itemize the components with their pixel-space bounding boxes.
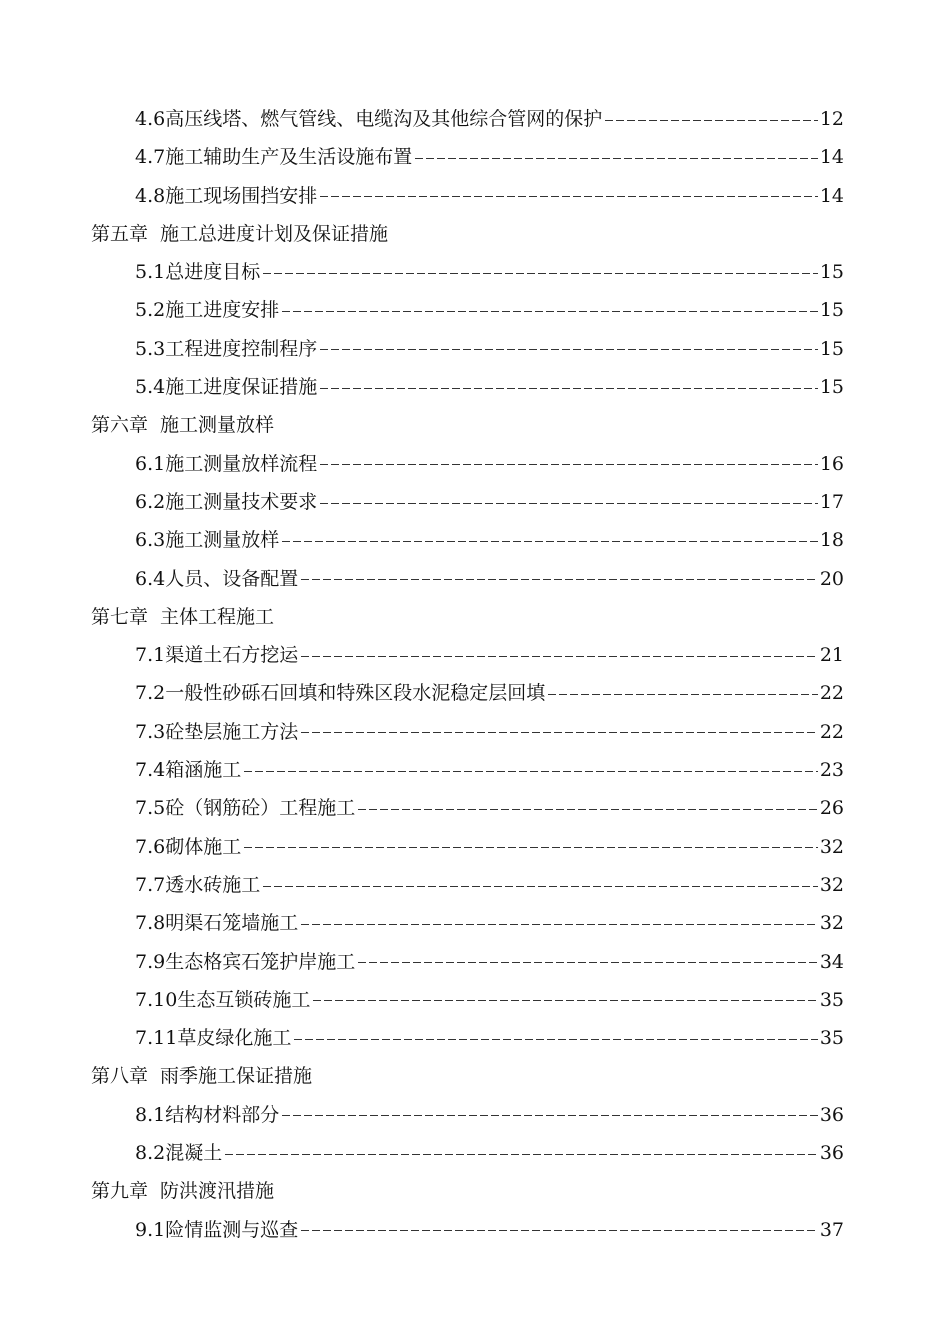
toc-entry-line[interactable] bbox=[135, 1134, 844, 1172]
section-title: 施工现场围挡安排 bbox=[165, 184, 318, 207]
toc-entry-label bbox=[135, 177, 317, 215]
toc-entry-line[interactable] bbox=[135, 138, 844, 176]
toc-entry bbox=[0, 100, 950, 138]
page-number: 32 bbox=[819, 873, 844, 896]
section-number: 9.1 bbox=[135, 1218, 166, 1241]
toc-entry-line[interactable] bbox=[135, 560, 844, 598]
toc-entry bbox=[0, 674, 950, 712]
chapter-number: 第七章 bbox=[91, 605, 149, 628]
toc-entry bbox=[0, 1211, 950, 1249]
section-title: 砌体施工 bbox=[165, 835, 242, 858]
page-number: 15 bbox=[819, 337, 844, 360]
toc-entry-line[interactable] bbox=[135, 751, 844, 789]
toc-entry-label bbox=[135, 981, 310, 1019]
toc-entry-line[interactable] bbox=[135, 981, 844, 1019]
section-title: 草皮绿化施工 bbox=[177, 1027, 292, 1050]
toc-entry-label bbox=[135, 943, 355, 981]
section-number: 4.6 bbox=[135, 108, 166, 130]
toc-chapter-heading bbox=[0, 598, 950, 636]
toc-entry-line[interactable] bbox=[135, 330, 844, 368]
section-title: 施工进度保证措施 bbox=[165, 376, 318, 399]
section-number: 8.2 bbox=[135, 1142, 166, 1165]
toc-entry-label bbox=[135, 483, 317, 521]
toc-entry-label bbox=[135, 521, 279, 559]
section-number: 8.1 bbox=[135, 1103, 166, 1126]
section-number: 7.2 bbox=[135, 682, 166, 705]
chapter-title: 主体工程施工 bbox=[160, 605, 275, 628]
page-number: 15 bbox=[819, 299, 844, 322]
section-number: 5.2 bbox=[135, 299, 166, 322]
toc-entry bbox=[0, 904, 950, 942]
section-title: 箱涵施工 bbox=[165, 759, 242, 782]
dot-leader bbox=[244, 847, 818, 848]
toc-entry bbox=[0, 368, 950, 406]
page-number: 32 bbox=[819, 835, 844, 858]
section-number: 6.2 bbox=[135, 490, 166, 513]
page-number: 34 bbox=[819, 950, 844, 973]
toc-entry bbox=[0, 253, 950, 291]
section-number: 6.4 bbox=[135, 567, 166, 590]
chapter-number: 第八章 bbox=[91, 1065, 149, 1088]
toc-entry-label bbox=[135, 330, 317, 368]
section-number: 7.3 bbox=[135, 720, 166, 743]
toc-entry bbox=[0, 330, 950, 368]
section-title: 施工测量技术要求 bbox=[165, 490, 318, 513]
section-number: 7.11 bbox=[135, 1027, 178, 1050]
section-number: 5.3 bbox=[135, 337, 166, 360]
toc-entry-line[interactable] bbox=[135, 521, 844, 559]
section-number: 4.8 bbox=[135, 184, 166, 207]
section-title: 施工测量放样流程 bbox=[165, 452, 318, 475]
section-title: 一般性砂砾石回填和特殊区段水泥稳定层回填 bbox=[165, 682, 546, 705]
toc-entry-label bbox=[135, 1096, 279, 1134]
section-number: 5.1 bbox=[135, 261, 166, 284]
section-number: 7.8 bbox=[135, 912, 166, 935]
dot-leader bbox=[225, 1154, 818, 1155]
chapter-number: 第六章 bbox=[91, 414, 149, 437]
toc-entry-line[interactable] bbox=[135, 368, 844, 406]
page-number: 22 bbox=[819, 682, 844, 705]
dot-leader bbox=[294, 1039, 817, 1040]
section-title: 险情监测与巡查 bbox=[165, 1218, 299, 1241]
toc-entry-line[interactable] bbox=[135, 177, 844, 215]
page-number: 22 bbox=[819, 720, 844, 743]
dot-leader bbox=[320, 464, 818, 465]
dot-leader bbox=[301, 579, 818, 580]
toc-entry-line[interactable] bbox=[135, 943, 844, 981]
section-title: 砼（钢筋砼）工程施工 bbox=[165, 797, 356, 820]
page-number: 36 bbox=[819, 1103, 844, 1126]
page-number: 12 bbox=[819, 108, 844, 130]
dot-leader bbox=[301, 656, 818, 657]
section-number: 6.1 bbox=[135, 452, 166, 475]
dot-leader bbox=[263, 273, 818, 274]
toc-entry-label bbox=[135, 674, 545, 712]
dot-leader bbox=[282, 541, 818, 542]
page-number: 15 bbox=[819, 261, 844, 284]
section-title: 砼垫层施工方法 bbox=[165, 720, 299, 743]
toc-entry-label bbox=[135, 866, 260, 904]
dot-leader bbox=[313, 1000, 817, 1001]
toc-chapter-heading bbox=[0, 1057, 950, 1095]
toc-entry-label bbox=[135, 751, 241, 789]
chapter-title: 施工总进度计划及保证措施 bbox=[160, 222, 389, 245]
section-title: 渠道土石方挖运 bbox=[165, 644, 299, 667]
chapter-title: 施工测量放样 bbox=[160, 414, 275, 437]
toc-entry-label bbox=[135, 636, 298, 674]
toc-chapter-heading bbox=[0, 1172, 950, 1210]
section-number: 7.7 bbox=[135, 873, 166, 896]
toc-entry bbox=[0, 1134, 950, 1172]
page-number: 36 bbox=[819, 1142, 844, 1165]
page-number: 35 bbox=[819, 988, 844, 1011]
dot-leader bbox=[605, 120, 818, 121]
toc-entry-line[interactable] bbox=[135, 100, 844, 138]
toc-entry-line[interactable] bbox=[135, 483, 844, 521]
chapter-number: 第九章 bbox=[91, 1180, 149, 1203]
section-number: 6.3 bbox=[135, 529, 166, 552]
page-number: 35 bbox=[819, 1027, 844, 1050]
toc-entry bbox=[0, 291, 950, 329]
dot-leader bbox=[282, 1115, 818, 1116]
page-number: 32 bbox=[819, 912, 844, 935]
dot-leader bbox=[548, 694, 818, 695]
toc-entry bbox=[0, 636, 950, 674]
section-title: 高压线塔、燃气管线、电缆沟及其他综合管网的保护 bbox=[165, 108, 603, 130]
dot-leader bbox=[358, 962, 818, 963]
section-title: 明渠石笼墙施工 bbox=[165, 912, 299, 935]
dot-leader bbox=[358, 809, 818, 810]
toc-entry-line[interactable] bbox=[135, 291, 844, 329]
section-number: 7.6 bbox=[135, 835, 166, 858]
toc-entry bbox=[0, 713, 950, 751]
toc-entry-label bbox=[135, 789, 355, 827]
toc-entry bbox=[0, 138, 950, 176]
dot-leader bbox=[282, 311, 818, 312]
toc-entry-label bbox=[135, 713, 298, 751]
page-number: 14 bbox=[819, 146, 844, 169]
section-title: 透水砖施工 bbox=[165, 873, 261, 896]
table-of-contents bbox=[0, 100, 950, 1249]
toc-entry bbox=[0, 1096, 950, 1134]
toc-entry-label bbox=[135, 138, 412, 176]
section-title: 施工测量放样 bbox=[165, 529, 280, 552]
toc-entry-label bbox=[135, 828, 241, 866]
toc-entry bbox=[0, 866, 950, 904]
toc-entry-label bbox=[135, 560, 298, 598]
toc-entry-label bbox=[135, 1211, 298, 1249]
toc-chapter-heading bbox=[0, 406, 950, 444]
toc-entry-line[interactable] bbox=[135, 904, 844, 942]
chapter-title: 雨季施工保证措施 bbox=[160, 1065, 313, 1088]
toc-entry-label bbox=[135, 291, 279, 329]
toc-entry-label bbox=[135, 1134, 222, 1172]
dot-leader bbox=[301, 924, 818, 925]
page-number: 21 bbox=[819, 644, 844, 667]
dot-leader bbox=[263, 886, 818, 887]
toc-entry bbox=[0, 1019, 950, 1057]
toc-entry-label bbox=[135, 100, 602, 138]
section-number: 7.5 bbox=[135, 797, 166, 820]
page-number: 16 bbox=[819, 452, 844, 475]
section-title: 生态互锁砖施工 bbox=[177, 988, 311, 1011]
toc-chapter-heading bbox=[0, 215, 950, 253]
toc-entry bbox=[0, 981, 950, 1019]
section-number: 4.7 bbox=[135, 146, 166, 169]
dot-leader bbox=[244, 771, 818, 772]
toc-entry-label bbox=[135, 445, 317, 483]
toc-entry bbox=[0, 943, 950, 981]
page-number: 18 bbox=[819, 529, 844, 552]
dot-leader bbox=[301, 1230, 818, 1231]
toc-entry-line[interactable] bbox=[135, 828, 844, 866]
toc-entry bbox=[0, 560, 950, 598]
section-title: 结构材料部分 bbox=[165, 1103, 280, 1126]
toc-entry bbox=[0, 483, 950, 521]
section-number: 7.1 bbox=[135, 644, 166, 667]
toc-entry-line[interactable] bbox=[135, 674, 844, 712]
page-number: 23 bbox=[819, 759, 844, 782]
toc-entry bbox=[0, 445, 950, 483]
chapter-number: 第五章 bbox=[91, 222, 149, 245]
page-number: 20 bbox=[819, 567, 844, 590]
toc-entry-label bbox=[135, 368, 317, 406]
toc-entry bbox=[0, 789, 950, 827]
chapter-title: 防洪渡汛措施 bbox=[160, 1180, 275, 1203]
section-number: 7.9 bbox=[135, 950, 166, 973]
page-number: 15 bbox=[819, 376, 844, 399]
page-number: 26 bbox=[819, 797, 844, 820]
page-number: 17 bbox=[819, 490, 844, 513]
section-title: 总进度目标 bbox=[165, 261, 261, 284]
section-title: 施工辅助生产及生活设施布置 bbox=[165, 146, 413, 169]
dot-leader bbox=[320, 196, 818, 197]
dot-leader bbox=[415, 158, 818, 159]
toc-entry-label bbox=[135, 904, 298, 942]
toc-entry-line[interactable] bbox=[135, 1211, 844, 1249]
section-title: 人员、设备配置 bbox=[165, 567, 299, 590]
toc-entry-label bbox=[135, 1019, 291, 1057]
toc-entry-line[interactable] bbox=[135, 1019, 844, 1057]
toc-entry-line[interactable] bbox=[135, 789, 844, 827]
section-title: 工程进度控制程序 bbox=[165, 337, 318, 360]
toc-entry-label bbox=[135, 253, 260, 291]
toc-entry-line[interactable] bbox=[135, 1096, 844, 1134]
toc-entry bbox=[0, 828, 950, 866]
section-number: 7.10 bbox=[135, 988, 178, 1011]
section-title: 混凝土 bbox=[165, 1142, 223, 1165]
page-number: 14 bbox=[819, 184, 844, 207]
dot-leader bbox=[320, 349, 818, 350]
toc-entry-line[interactable] bbox=[135, 253, 844, 291]
toc-entry bbox=[0, 177, 950, 215]
dot-leader bbox=[301, 732, 818, 733]
dot-leader bbox=[320, 503, 818, 504]
toc-entry-line[interactable] bbox=[135, 445, 844, 483]
page-number: 37 bbox=[819, 1218, 844, 1241]
toc-entry-line[interactable] bbox=[135, 636, 844, 674]
dot-leader bbox=[320, 388, 818, 389]
toc-entry-line[interactable] bbox=[135, 866, 844, 904]
toc-entry bbox=[0, 521, 950, 559]
section-number: 7.4 bbox=[135, 759, 166, 782]
section-title: 施工进度安排 bbox=[165, 299, 280, 322]
toc-entry-line[interactable] bbox=[135, 713, 844, 751]
section-number: 5.4 bbox=[135, 376, 166, 399]
section-title: 生态格宾石笼护岸施工 bbox=[165, 950, 356, 973]
toc-entry bbox=[0, 751, 950, 789]
